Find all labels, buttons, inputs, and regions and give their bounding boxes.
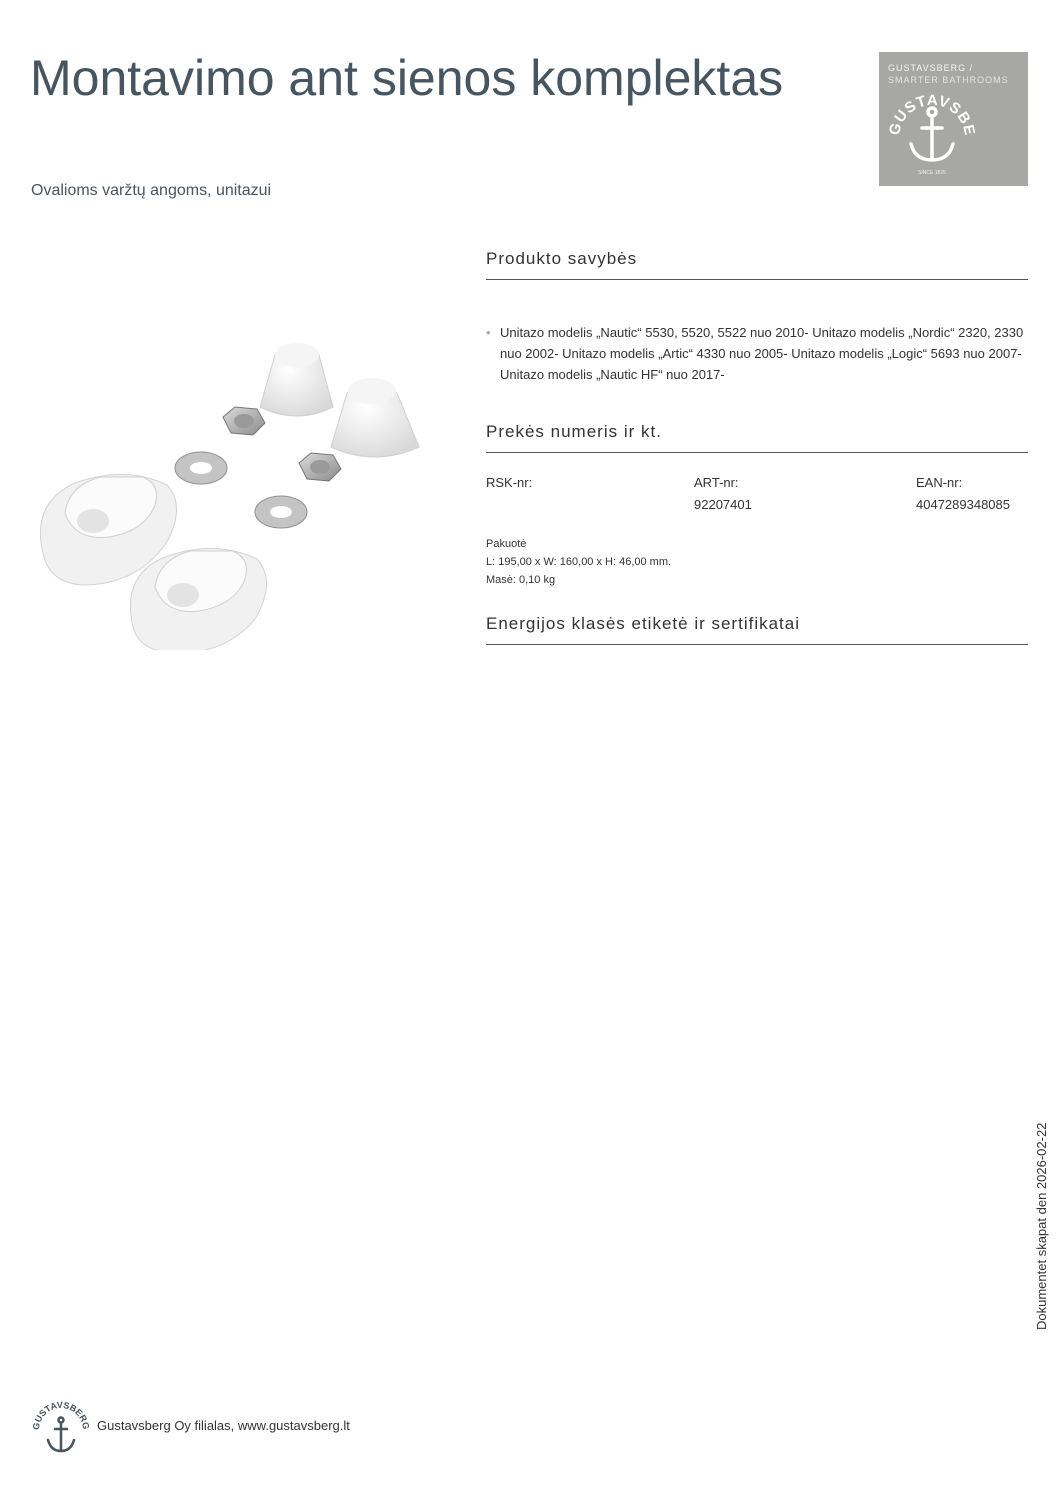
footer-logo-text: USTAVSBER — [32, 1399, 90, 1424]
package-label: Pakuotė — [486, 538, 527, 550]
features-heading: Produkto savybės — [486, 249, 1028, 280]
energy-heading: Energijos klasės etiketė ir sertifikatai — [486, 614, 1028, 645]
seal-since: SINCE 1825 — [918, 170, 946, 176]
anchor-icon — [887, 86, 977, 178]
features-item: Unitazo modelis „Nautic“ 5530, 5520, 5522 nuo 2010- Unitazo modelis „Nordic“ 2320, 2330 nuo 2002- Unitazo modelis „Artic“ 4330 nuo 2005- Unitazo modelis „Logic“ 5693 nuo 2007- Unitazo modelis „Nautic HF“ nuo 2017- — [500, 325, 1024, 382]
brand-tagline: SMARTER BATHROOMS — [888, 75, 1009, 85]
rsk-label: RSK-nr: — [486, 475, 533, 490]
page-subtitle: Ovalioms varžtų angoms, unitazui — [31, 182, 272, 199]
bullet-icon: • — [486, 325, 491, 340]
ean-label: EAN-nr: — [916, 475, 963, 490]
product-image — [35, 335, 425, 650]
brand-logo-box — [879, 52, 1028, 186]
brand-name: GUSTAVSBERG / — [888, 63, 974, 73]
seal-text: GUSTAVSBE — [887, 91, 977, 138]
footer-company: Gustavsberg Oy filialas, www.gustavsberg.lt — [97, 1418, 350, 1433]
footer-anchor-icon — [32, 1398, 90, 1456]
art-label: ART-nr: — [694, 475, 739, 490]
numbers-heading: Prekės numeris ir kt. — [486, 422, 1028, 453]
package-mass: Masė: 0,10 kg — [486, 574, 556, 586]
document-created-note: Dokumentet skapat den 2026-02-22 — [1034, 1122, 1049, 1330]
features-list — [486, 322, 1031, 385]
art-value: 92207401 — [694, 497, 752, 512]
page-title: Montavimo ant sienos komplektas — [30, 50, 784, 106]
ean-value: 4047289348085 — [916, 497, 1010, 512]
package-dimensions: L: 195,00 x W: 160,00 x H: 46,00 mm. — [486, 556, 672, 568]
